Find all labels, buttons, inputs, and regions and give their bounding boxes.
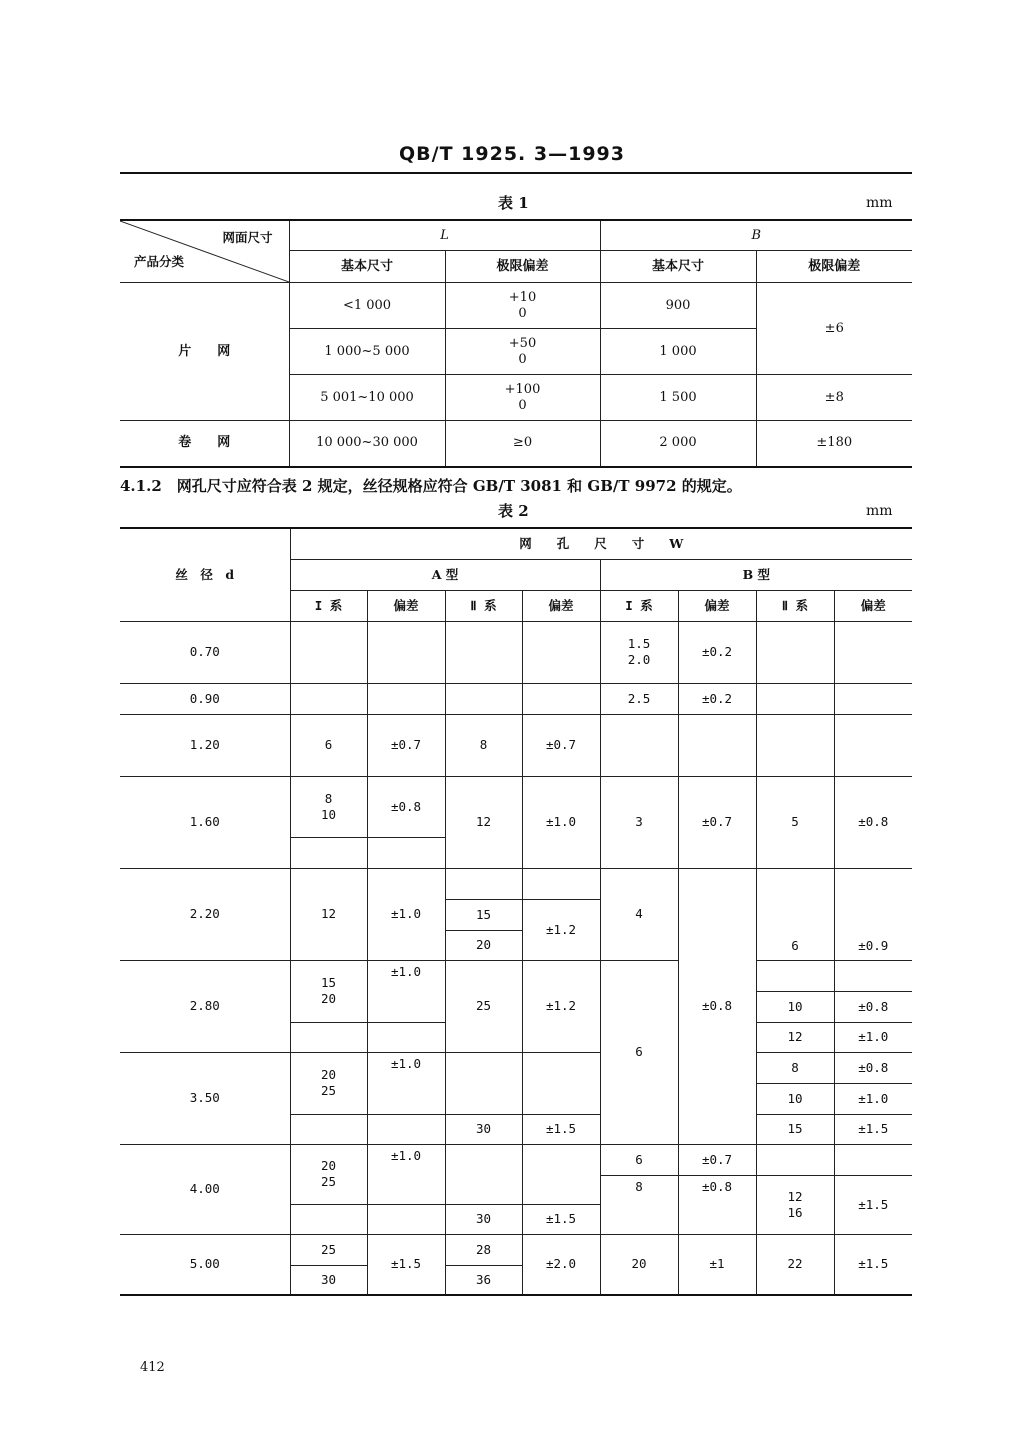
b2-cell: 15 [756, 1114, 834, 1144]
b1-dev-cell: ±0.7 [678, 1144, 756, 1175]
a2-cell: 30 [445, 1204, 522, 1234]
sub-limit-L: 极限偏差 [445, 251, 600, 283]
b2-dev-cell: ±1.0 [834, 1022, 912, 1052]
a2-dev-cell: ±1.2 [522, 899, 600, 960]
b-dev-cell: ±180 [756, 421, 912, 467]
table1 [120, 219, 912, 468]
a2-cell: 28 [445, 1234, 522, 1265]
a2-cell: 30 [445, 1114, 522, 1144]
a2-cell: 12 [445, 776, 522, 868]
b2-cell: 10 [756, 1083, 834, 1114]
wire-cell: 3.50 [120, 1052, 290, 1144]
wire-cell: 2.80 [120, 960, 290, 1052]
b1-cell: 1.5 2.0 [600, 621, 678, 683]
b-dev-merged-cell: ±6 [756, 283, 912, 375]
b-basic-cell: 2 000 [600, 421, 756, 467]
a1-cell: 15 20 [290, 960, 367, 1022]
category-roll: 卷 网 [120, 421, 289, 467]
a2-cell: 20 [445, 930, 522, 960]
a1-dev-cell: ±1.0 [367, 1144, 445, 1204]
b1-cell: 8 [600, 1175, 678, 1234]
b2-cell: 12 [756, 1022, 834, 1052]
a1-cell: 30 [290, 1265, 367, 1295]
b-series1-header: I 系 [600, 590, 678, 621]
b2-dev-cell: ±1.5 [834, 1114, 912, 1144]
a1-cell: 6 [290, 714, 367, 776]
l-dev-cell: +100 0 [445, 375, 600, 421]
b1-dev-cell: ±0.2 [678, 683, 756, 714]
a2-dev-cell: ±1.5 [522, 1114, 600, 1144]
b2-cell: 10 [756, 991, 834, 1022]
header-rule [120, 172, 912, 174]
b2-dev-cell: ±0.8 [834, 991, 912, 1022]
a-series1-header: I 系 [290, 590, 367, 621]
b2-dev-cell: ±1.5 [834, 1175, 912, 1234]
mesh-size-header: 网 孔 尺 寸 W [290, 528, 912, 559]
a2-cell: 36 [445, 1265, 522, 1295]
a2-cell: 8 [445, 714, 522, 776]
wire-cell: 1.60 [120, 776, 290, 868]
b1-cell: 20 [600, 1234, 678, 1295]
a1-dev-cell: ±0.7 [367, 714, 445, 776]
wire-cell: 2.20 [120, 868, 290, 960]
table1-corner-cell [120, 220, 289, 283]
sub-basic-L: 基本尺寸 [289, 251, 445, 283]
l-dev-cell: +50 0 [445, 329, 600, 375]
corner-top-label: 网面尺寸 [222, 230, 273, 245]
a1-dev-cell: ±1.0 [367, 960, 445, 1022]
wire-cell: 1.20 [120, 714, 290, 776]
a2-dev-cell: ±1.0 [522, 776, 600, 868]
wire-cell: 5.00 [120, 1234, 290, 1295]
b1-dev-merged-cell: ±0.8 [678, 868, 756, 1144]
b2-dev-cell: ±0.8 [834, 776, 912, 868]
a2-cell: 15 [445, 899, 522, 930]
a-dev2-header: 偏差 [522, 590, 600, 621]
a1-dev-cell: ±1.5 [367, 1234, 445, 1295]
b2-cell: 8 [756, 1052, 834, 1083]
col-L-header: L [289, 220, 600, 251]
b-basic-cell: 1 500 [600, 375, 756, 421]
clause-4-1-2: 4.1.2 网孔尺寸应符合表 2 规定，丝径规格应符合 GB/T 3081 和 GB/T 9972 的规定。 [120, 477, 742, 495]
l-dev-cell: +10 0 [445, 283, 600, 329]
a1-cell: 25 [290, 1234, 367, 1265]
b-dev2-header: 偏差 [834, 590, 912, 621]
b-dev-cell: ±8 [756, 375, 912, 421]
wire-cell: 0.90 [120, 683, 290, 714]
l-dev-cell: ≥0 [445, 421, 600, 467]
corner-bottom-label: 产品分类 [134, 254, 185, 269]
b2-cell: 22 [756, 1234, 834, 1295]
b2-dev-cell: ±0.9 [834, 868, 912, 960]
l-basic-cell: <1 000 [289, 283, 445, 329]
b-basic-cell: 900 [600, 283, 756, 329]
a2-dev-cell: ±1.2 [522, 960, 600, 1052]
table2 [120, 527, 912, 1296]
b-series2-header: Ⅱ 系 [756, 590, 834, 621]
a1-dev-cell: ±1.0 [367, 1052, 445, 1114]
wire-cell: 0.70 [120, 621, 290, 683]
wire-cell: 4.00 [120, 1144, 290, 1234]
a1-cell: 20 25 [290, 1144, 367, 1204]
b1-cell: 6 [600, 960, 678, 1144]
a-dev1-header: 偏差 [367, 590, 445, 621]
b-dev1-header: 偏差 [678, 590, 756, 621]
b2-dev-cell: ±0.8 [834, 1052, 912, 1083]
b2-cell: 12 16 [756, 1175, 834, 1234]
b2-dev-cell: ±1.5 [834, 1234, 912, 1295]
a2-dev-cell: ±2.0 [522, 1234, 600, 1295]
b-basic-cell: 1 000 [600, 329, 756, 375]
table1-unit: mm [866, 195, 893, 211]
a2-dev-cell: ±1.5 [522, 1204, 600, 1234]
b1-cell: 2.5 [600, 683, 678, 714]
b2-dev-cell: ±1.0 [834, 1083, 912, 1114]
b1-cell: 4 [600, 868, 678, 960]
b1-dev-cell: ±0.2 [678, 621, 756, 683]
page-number: 412 [140, 1360, 165, 1375]
l-basic-cell: 1 000~5 000 [289, 329, 445, 375]
a1-cell: 20 25 [290, 1052, 367, 1114]
wire-diameter-header: 丝 径 d [120, 528, 290, 621]
b1-cell: 6 [600, 1144, 678, 1175]
category-sheet: 片 网 [120, 283, 289, 421]
a1-dev-cell: ±0.8 [367, 776, 445, 837]
type-b-header: B 型 [600, 559, 912, 590]
sub-limit-B: 极限偏差 [756, 251, 912, 283]
a-series2-header: Ⅱ 系 [445, 590, 522, 621]
col-B-header: B [600, 220, 912, 251]
type-a-header: A 型 [290, 559, 600, 590]
a1-cell: 8 10 [290, 776, 367, 837]
a1-cell: 12 [290, 868, 367, 960]
table2-caption: 表 2 [498, 502, 529, 520]
table2-unit: mm [866, 503, 893, 519]
l-basic-cell: 10 000~30 000 [289, 421, 445, 467]
b2-cell: 5 [756, 776, 834, 868]
table1-caption: 表 1 [498, 194, 529, 212]
b2-cell: 6 [756, 868, 834, 960]
standard-code-header: QB/T 1925. 3—1993 [399, 143, 625, 165]
b1-dev-cell: ±1 [678, 1234, 756, 1295]
a2-cell: 25 [445, 960, 522, 1052]
a2-dev-cell: ±0.7 [522, 714, 600, 776]
b1-cell: 3 [600, 776, 678, 868]
l-basic-cell: 5 001~10 000 [289, 375, 445, 421]
a1-dev-cell: ±1.0 [367, 868, 445, 960]
b1-dev-cell: ±0.7 [678, 776, 756, 868]
sub-basic-B: 基本尺寸 [600, 251, 756, 283]
b1-dev-cell: ±0.8 [678, 1175, 756, 1234]
